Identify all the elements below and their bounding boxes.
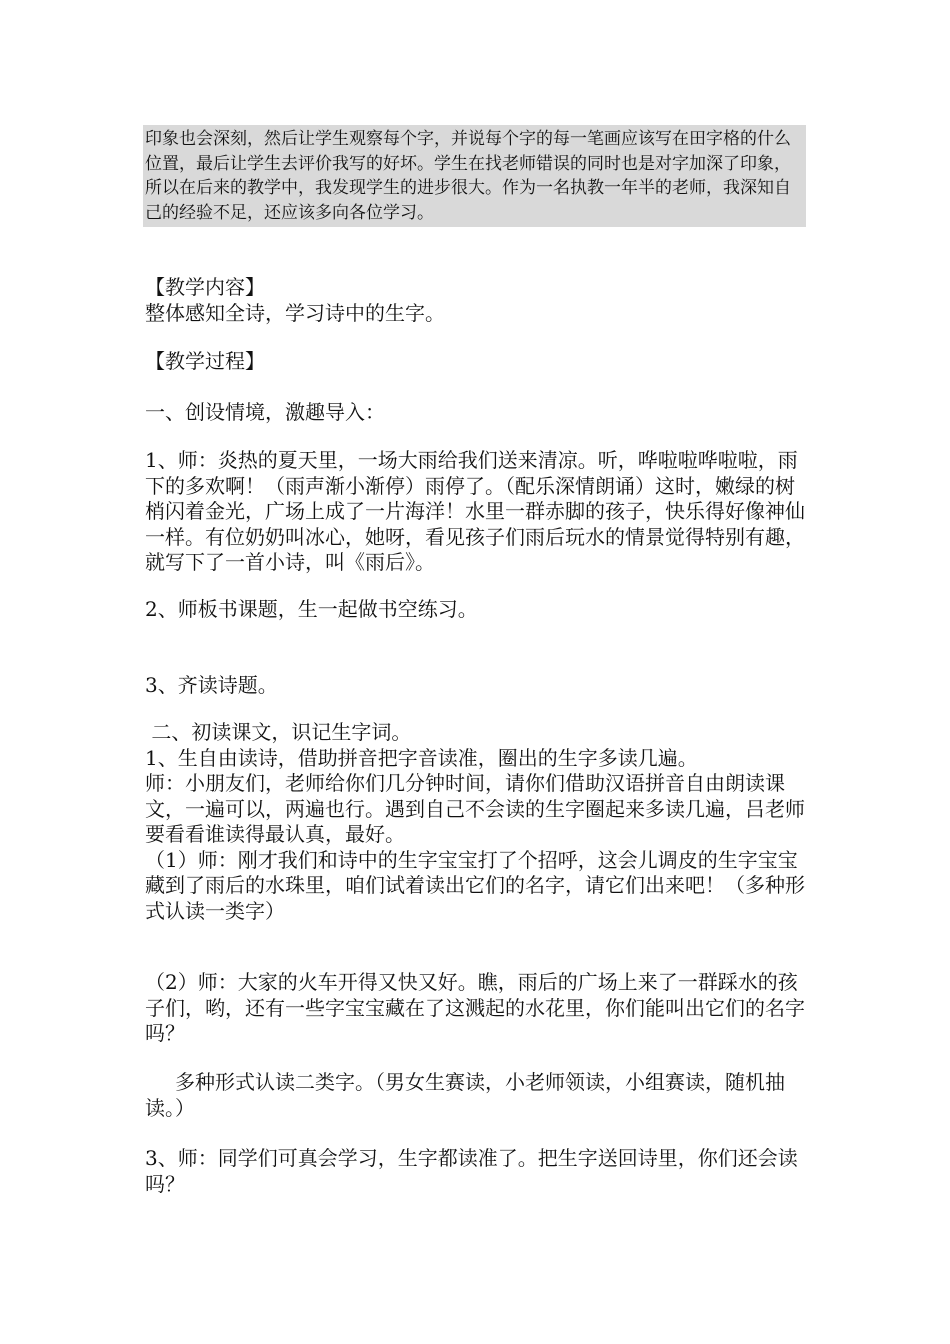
section1-heading — [145, 400, 813, 426]
shaded-reflection-paragraph: 印象也会深刻，然后让学生观察每个字，并说每个字的每一笔画应该写在田字格的什么位置，最后让学生去评价我写的好坏。学生在找老师错误的同时也是对字加深了印象，所以在后来的教学中，我发现学生的进步很大。作为一名执教一年半的老师，我深知自己的经验不足，还应该多向各位学习。 — [143, 125, 806, 227]
step2-1-sub1-text: （1）师：刚才我们和诗中的生字宝宝打了个招呼，这会儿调皮的生字宝宝藏到了雨后的水珠里，咱们试着读出它们的名字，请它们出来吧！（多种形式认读一类字） — [145, 847, 805, 923]
teaching-content-heading: 【教学内容】 — [145, 275, 265, 299]
step2-3-paragraph — [145, 1146, 813, 1197]
section2-heading: 二、初读课文，识记生字词。 — [145, 720, 412, 744]
teaching-process-heading — [145, 349, 813, 375]
step1-2-text: 2、师板书课题，生一起做书空练习。 — [145, 597, 478, 621]
step2-1-text: 1、生自由读诗，借助拼音把字音读准，圈出的生字多读几遍。 — [145, 745, 698, 770]
step1-3-paragraph — [145, 673, 813, 699]
step2-1-sub2-paragraph — [145, 970, 813, 1047]
step1-1-paragraph — [145, 448, 813, 576]
step2-1-sub2-note-paragraph — [145, 1070, 813, 1121]
teaching-content-text: 整体感知全诗，学习诗中的生字。 — [145, 300, 445, 325]
step2-3-text: 3、师：同学们可真会学习，生字都读准了。把生字送回诗里，你们还会读吗？ — [145, 1146, 798, 1196]
step1-3-text: 3、齐读诗题。 — [145, 673, 278, 697]
teaching-content-section — [145, 275, 813, 326]
step2-1-sub2-note-text: 多种形式认读二类字。（男女生赛读，小老师领读，小组赛读，随机抽读。） — [145, 1070, 785, 1120]
step2-1-teacher-text: 师：小朋友们，老师给你们几分钟时间，请你们借助汉语拼音自由朗读课文，一遍可以，两遍也行。遇到自己不会读的生字圈起来多读几遍，吕老师要看看谁读得最认真，最好。 — [145, 771, 805, 846]
section2-block — [145, 720, 813, 924]
teaching-process-heading-text: 【教学过程】 — [145, 349, 265, 373]
step1-1-text: 1、师：炎热的夏天里，一场大雨给我们送来清凉。听，哗啦啦哗啦啦，雨下的多欢啊！（雨声渐小渐停）雨停了。（配乐深情朗诵）这时，嫩绿的树梢闪着金光，广场上成了一片海洋！水里一群赤脚的孩子，快乐得好像神仙一样。有位奶奶叫冰心，她呀，看见孩子们雨后玩水的情景觉得特别有趣，就写下了一首小诗，叫《雨后》。 — [145, 448, 805, 574]
step1-2-paragraph — [145, 597, 813, 623]
step2-1-sub2-text: （2）师：大家的火车开得又快又好。瞧，雨后的广场上来了一群踩水的孩子们，哟，还有一些字宝宝藏在了这溅起的水花里，你们能叫出它们的名字吗？ — [145, 970, 805, 1045]
section1-heading-text: 一、创设情境，激趣导入： — [145, 400, 385, 424]
